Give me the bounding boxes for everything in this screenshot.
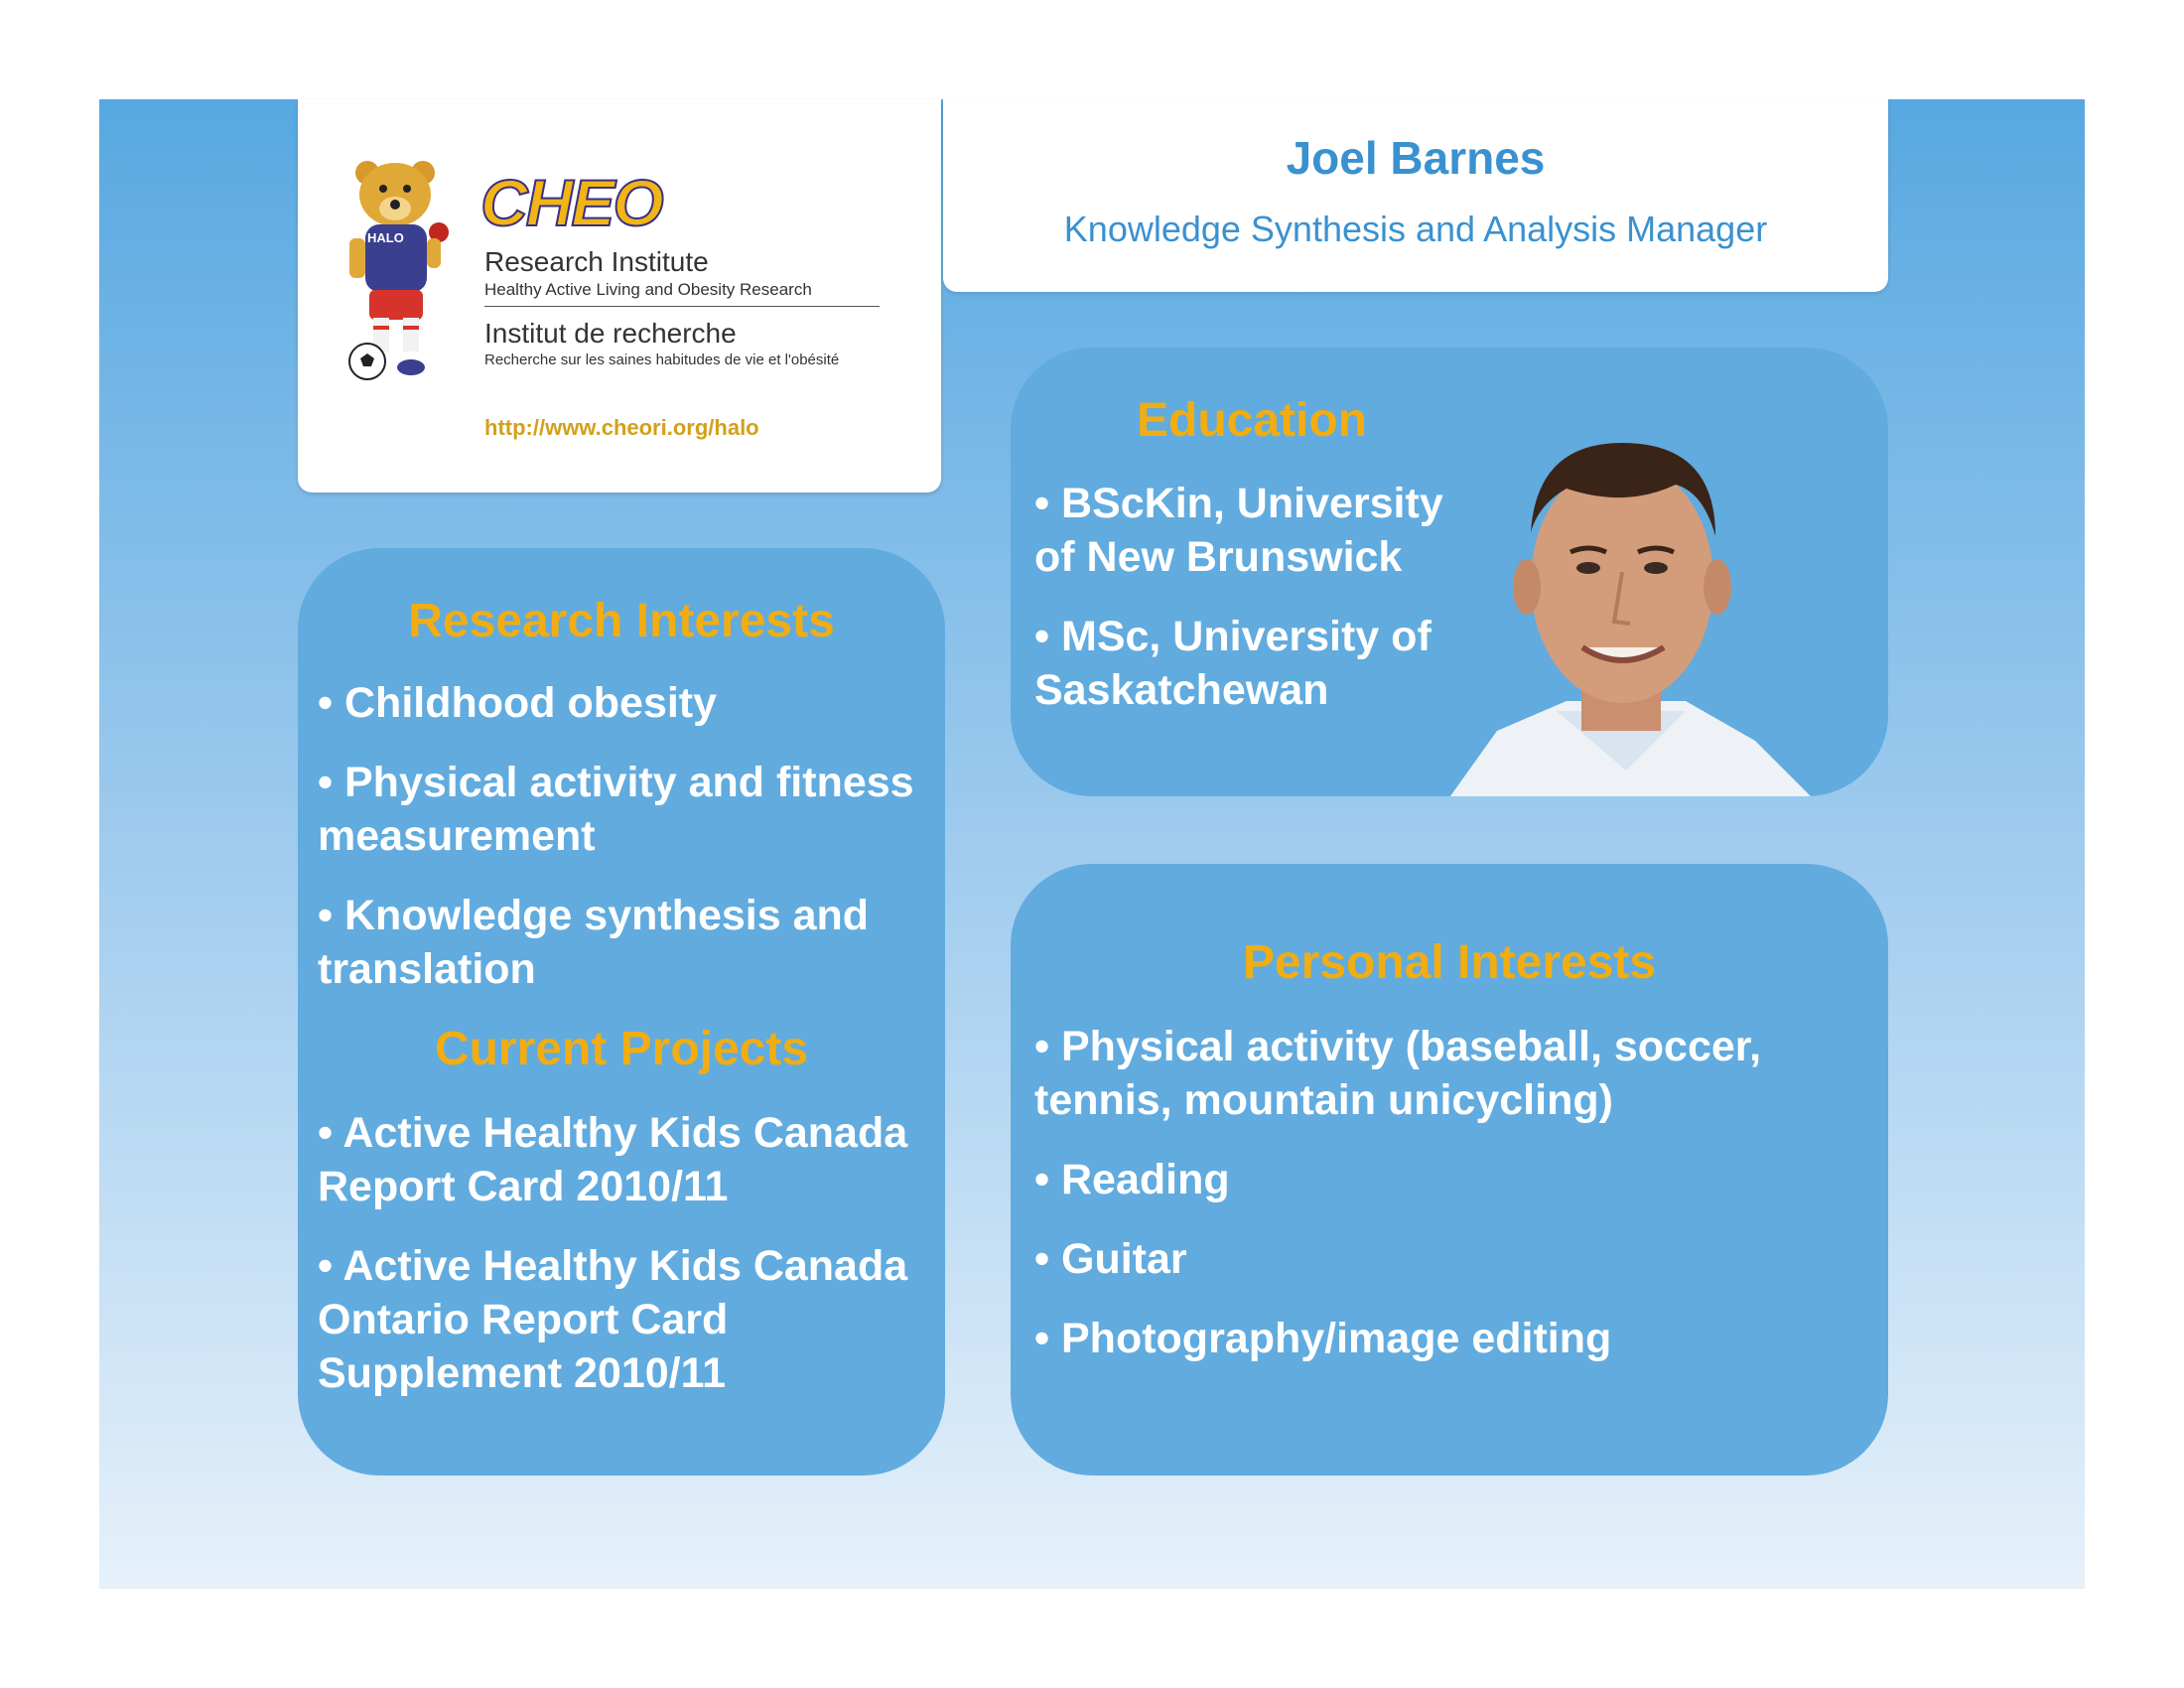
projects-heading: Current Projects xyxy=(434,1023,809,1075)
projects-list xyxy=(298,1106,945,1400)
list-item: • Childhood obesity xyxy=(318,679,718,727)
research-panel xyxy=(298,548,945,1476)
education-panel xyxy=(1011,348,1888,796)
list-item: • Physical activity (baseball, soccer, tennis, mountain unicycling) xyxy=(1034,1023,1762,1124)
research-list xyxy=(298,676,945,996)
list-item: • Active Healthy Kids Canada Ontario Report Card Supplement 2010/11 xyxy=(318,1242,908,1397)
list-item: • Knowledge synthesis and translation xyxy=(318,892,870,993)
logo-card xyxy=(298,99,941,492)
logo-line-institut: Institut de recherche xyxy=(484,318,737,349)
list-item: • Reading xyxy=(1034,1156,1230,1203)
halo-bear-mascot-icon xyxy=(345,155,455,383)
person-name: Joel Barnes xyxy=(1286,132,1546,184)
halo-badge: HALO xyxy=(367,230,404,245)
name-card xyxy=(943,99,1888,292)
personal-heading: Personal Interests xyxy=(1242,936,1657,989)
list-item: • Physical activity and fitness measurement xyxy=(318,759,914,860)
research-heading: Research Interests xyxy=(408,595,835,647)
list-item: • Active Healthy Kids Canada Report Card 2010/11 xyxy=(318,1109,908,1210)
halo-url-link[interactable]: http://www.cheori.org/halo xyxy=(484,415,759,440)
portrait-photo xyxy=(1388,413,1835,796)
list-item: • Guitar xyxy=(1034,1235,1187,1283)
person-role: Knowledge Synthesis and Analysis Manager xyxy=(1063,209,1768,249)
list-item: • BScKin, University of New Brunswick xyxy=(1034,480,1443,581)
personal-panel xyxy=(1011,864,1888,1476)
logo-line-research-institute: Research Institute xyxy=(484,246,709,277)
list-item: • MSc, University of Saskatchewan xyxy=(1034,613,1432,714)
logo-line-recherche: Recherche sur les saines habitudes de vie et l'obésité xyxy=(484,352,840,368)
cheo-wordmark: CHEO xyxy=(480,166,662,239)
logo-divider xyxy=(484,306,880,307)
logo-line-healthy-active: Healthy Active Living and Obesity Research xyxy=(484,280,812,299)
list-item: • Photography/image editing xyxy=(1034,1315,1612,1362)
education-heading: Education xyxy=(1136,394,1367,447)
personal-list xyxy=(1011,1020,1888,1365)
